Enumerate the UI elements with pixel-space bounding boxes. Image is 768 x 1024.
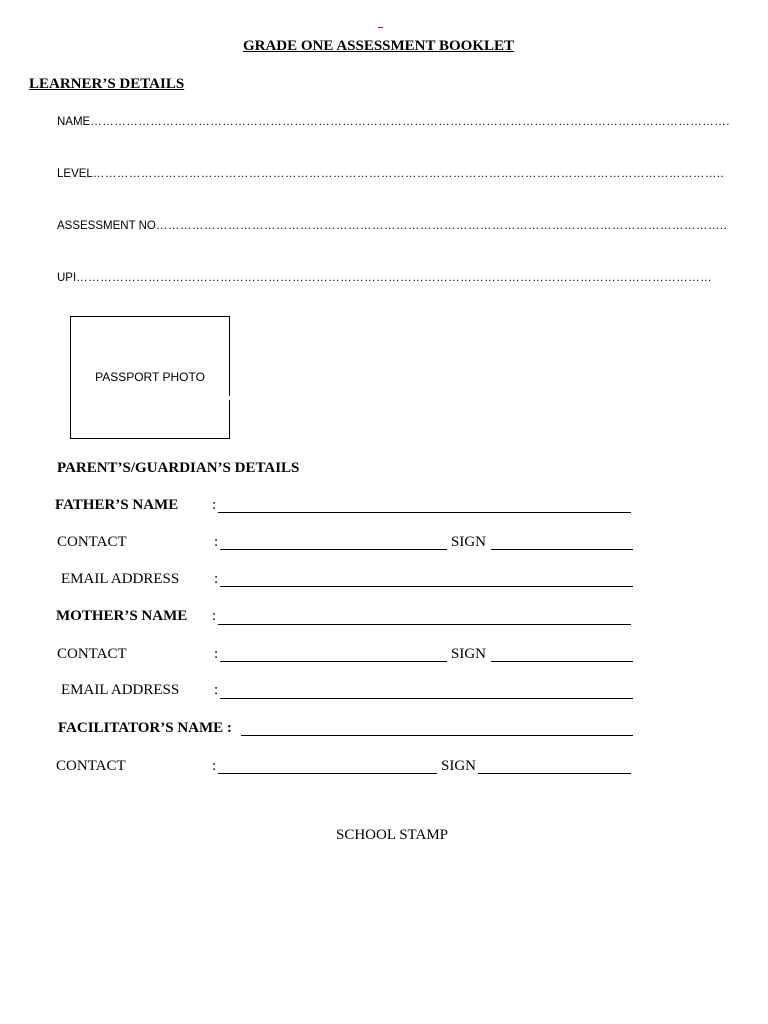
red-mark	[378, 27, 383, 28]
level-dots: …………………………………………………………………………………………………………………………………………..	[92, 168, 725, 180]
facilitator-sign-label: SIGN	[441, 758, 477, 774]
facilitator-contact-line[interactable]	[218, 773, 437, 774]
father-sign-line[interactable]	[491, 549, 633, 550]
school-stamp-label: SCHOOL STAMP	[336, 827, 449, 843]
mother-email-line[interactable]	[220, 698, 633, 699]
parent-guardian-heading: PARENT’S/GUARDIAN’S DETAILS	[57, 460, 300, 476]
level-field[interactable]	[57, 168, 725, 180]
mother-name-label: MOTHER’S NAME	[56, 608, 188, 624]
father-email-line[interactable]	[220, 586, 633, 587]
mother-email-label: EMAIL ADDRESS	[61, 682, 180, 698]
father-contact-colon: :	[214, 534, 219, 550]
mother-name-line[interactable]	[218, 624, 631, 625]
father-sign-label: SIGN	[451, 534, 487, 550]
passport-photo-label: PASSPORT PHOTO	[95, 370, 205, 384]
facilitator-sign-line[interactable]	[478, 773, 631, 774]
passport-photo-box[interactable]	[70, 316, 230, 439]
father-name-colon: :	[212, 497, 217, 513]
mother-sign-line[interactable]	[491, 661, 633, 662]
photo-box-notch	[227, 396, 231, 400]
father-name-line[interactable]	[218, 512, 631, 513]
facilitator-contact-colon: :	[212, 758, 217, 774]
upi-label: UPI	[57, 272, 77, 284]
father-name-label: FATHER’S NAME	[55, 497, 179, 513]
document-title: GRADE ONE ASSESSMENT BOOKLET	[242, 38, 515, 54]
assessment-no-label: ASSESSMENT NO	[57, 220, 156, 232]
upi-field[interactable]	[57, 272, 713, 284]
mother-name-colon: :	[212, 608, 217, 624]
name-label: NAME	[57, 116, 91, 128]
facilitator-contact-label: CONTACT	[56, 758, 126, 774]
mother-sign-label: SIGN	[451, 646, 487, 662]
name-dots: …………………………………………………………………………………………………………………………………………….	[90, 116, 730, 128]
assessment-no-dots: ……………………………………………………………………………………………………………………………..	[155, 220, 728, 232]
learner-details-heading: LEARNER’S DETAILS	[29, 76, 185, 92]
father-email-colon: :	[214, 571, 219, 587]
mother-email-colon: :	[214, 682, 219, 698]
mother-contact-line[interactable]	[220, 661, 447, 662]
father-contact-label: CONTACT	[57, 534, 127, 550]
upi-dots: ……………………………………………………………………………………………………………………………………………	[76, 272, 713, 284]
name-field[interactable]	[57, 116, 730, 128]
father-email-label: EMAIL ADDRESS	[61, 571, 180, 587]
level-label: LEVEL	[57, 168, 93, 180]
facilitator-name-line[interactable]	[241, 735, 633, 736]
father-contact-line[interactable]	[220, 549, 447, 550]
mother-contact-colon: :	[214, 646, 219, 662]
mother-contact-label: CONTACT	[57, 646, 127, 662]
facilitator-name-label: FACILITATOR’S NAME :	[58, 720, 232, 736]
assessment-no-field[interactable]	[57, 220, 728, 232]
